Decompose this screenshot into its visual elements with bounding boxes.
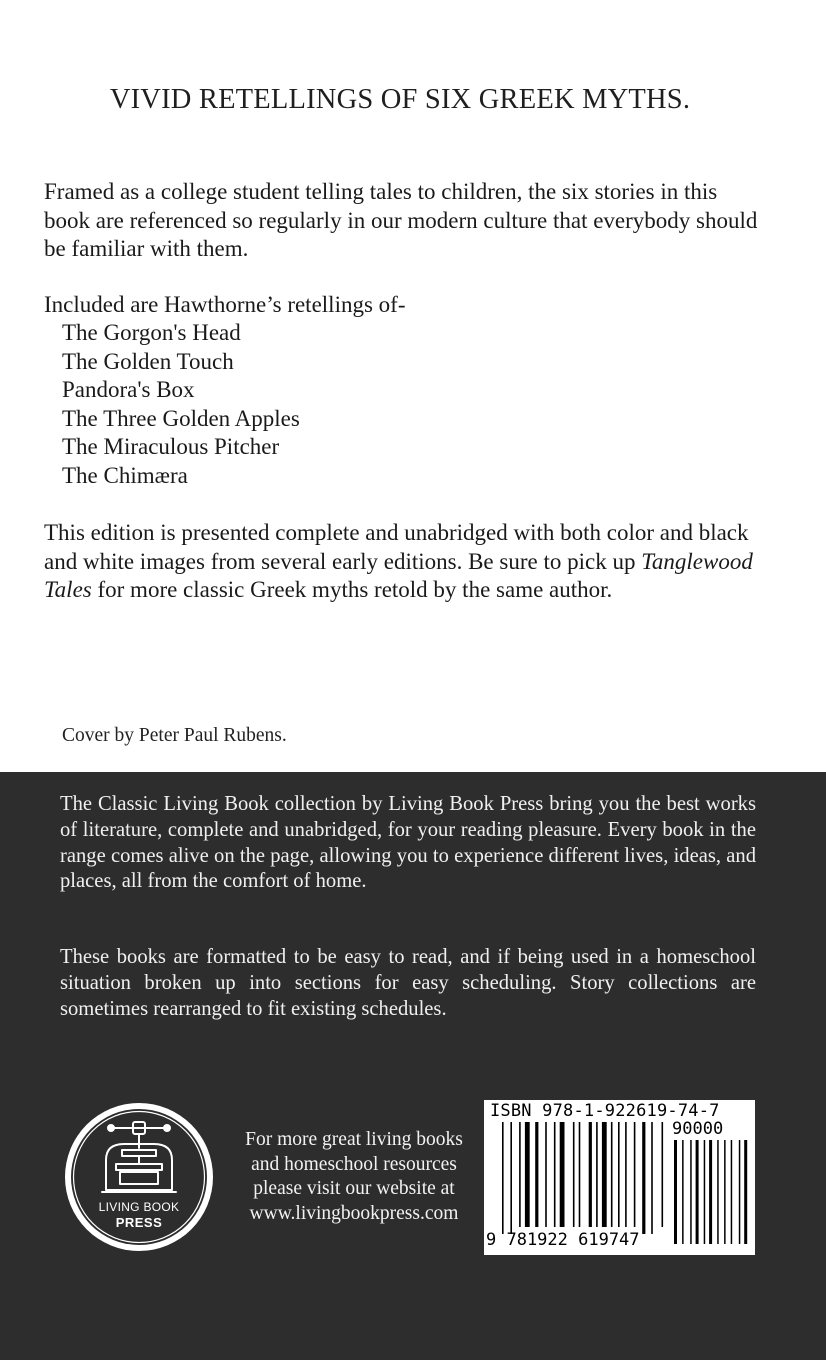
barcode-bar xyxy=(510,1122,512,1234)
list-item: The Gorgon's Head xyxy=(62,320,241,345)
living-book-press-logo xyxy=(62,1100,216,1254)
barcode-addon-bar xyxy=(739,1140,741,1244)
included-label: Included are Hawthorne’s retellings of- xyxy=(44,292,406,317)
barcode-bar xyxy=(545,1122,547,1227)
barcode-bar xyxy=(602,1122,607,1227)
list-item: The Golden Touch xyxy=(62,348,234,374)
barcode-bar xyxy=(535,1122,538,1227)
barcode-bar xyxy=(625,1122,627,1227)
barcode-bar xyxy=(618,1122,620,1227)
logo-line2: PRESS xyxy=(115,1215,163,1230)
barcode-addon-bar xyxy=(709,1140,712,1244)
barcode-addon-bar xyxy=(717,1140,719,1244)
barcode-bar xyxy=(573,1122,575,1227)
format-paragraph: These books are formatted to be easy to read, and if being used in a homeschool situation broken up into sections for easy scheduling. Story collections are sometimes rearranged to fit existing schedules. xyxy=(60,946,756,1020)
edition-text-before: This edition is presented complete and unabridged with both color and black and white images from several early editions. Be sure to pick up xyxy=(44,520,749,574)
barcode-bar xyxy=(560,1122,565,1227)
barcode-bar xyxy=(662,1122,664,1227)
barcode-bar xyxy=(642,1122,645,1234)
cover-credit: Cover by Peter Paul Rubens. xyxy=(62,725,287,746)
barcode-addon-bar xyxy=(704,1140,706,1244)
barcode-bar xyxy=(634,1122,636,1227)
barcode-addon-bar xyxy=(682,1140,684,1244)
list-item: The Miraculous Pitcher xyxy=(62,434,280,460)
isbn-barcode xyxy=(484,1100,755,1255)
website-link[interactable]: www.livingbookpress.com xyxy=(249,1202,459,1224)
story-list xyxy=(62,319,300,491)
barcode-digits: 9 781922 619747 xyxy=(486,1230,640,1250)
promo-line: and homeschool resources xyxy=(251,1153,457,1175)
headline: VIVID RETELLINGS OF SIX GREEK MYTHS. xyxy=(109,84,691,115)
barcode-bar xyxy=(525,1122,530,1227)
barcode-bar xyxy=(554,1122,556,1227)
promo-line: For more great living books xyxy=(245,1129,463,1150)
barcode-bar xyxy=(579,1122,581,1227)
promo-line: please visit our website at xyxy=(253,1178,455,1199)
barcode-bar xyxy=(502,1122,504,1234)
barcode-addon-digits: 90000 xyxy=(672,1119,724,1139)
logo-line1: LIVING BOOK xyxy=(98,1200,180,1214)
list-item: The Three Golden Apples xyxy=(62,405,300,431)
barcode-addon-bar xyxy=(744,1140,747,1244)
list-item: The Chimæra xyxy=(62,462,188,488)
edition-text-after: for more classic Greek myths retold by the same author. xyxy=(91,577,613,603)
barcode-addon-bar xyxy=(731,1140,733,1244)
edition-paragraph xyxy=(44,519,764,605)
intro-paragraph: Framed as a college student telling tales to children, the six stories in this book are referenced so regularly in our modern culture that everybody should be familiar with them. xyxy=(44,179,758,262)
barcode-addon-bar xyxy=(724,1140,726,1244)
barcode-bar xyxy=(611,1122,613,1227)
barcode-bar xyxy=(589,1122,592,1227)
barcode-bar xyxy=(651,1122,653,1234)
barcode-addon-bar xyxy=(674,1140,677,1244)
isbn-label: ISBN 978-1-922619-74-7 xyxy=(490,1101,720,1121)
barcode-addon-bar xyxy=(696,1140,699,1244)
collection-paragraph: The Classic Living Book collection by Living Book Press bring you the best works of literature, complete and unabridged, for your reading pleasure. Every book in the range comes alive on the page, allowing you to experience different lives, ideas, and places, all from the comfort of home. xyxy=(60,793,756,893)
list-item: Pandora's Box xyxy=(62,377,195,403)
edition-book-title: Tanglewood Tales xyxy=(44,548,753,603)
website-promo xyxy=(226,1128,482,1226)
barcode-addon-bar xyxy=(690,1140,692,1244)
barcode-bar xyxy=(596,1122,598,1227)
barcode-bar xyxy=(519,1122,521,1227)
publisher-panel xyxy=(0,772,826,1360)
